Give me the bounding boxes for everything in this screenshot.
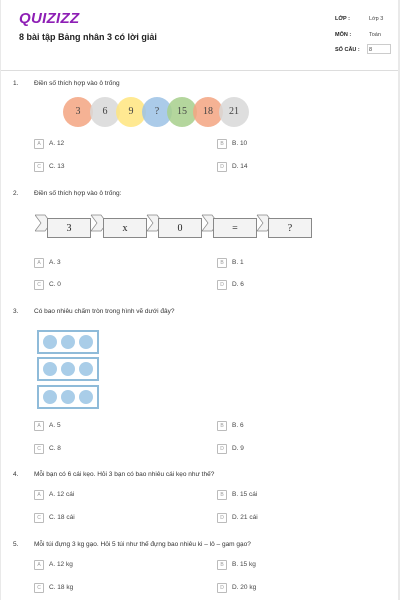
dot xyxy=(79,362,93,376)
option-letter: C xyxy=(34,444,44,454)
option-letter: C xyxy=(34,280,44,290)
option-letter: A xyxy=(34,139,44,149)
expression-cell: ? xyxy=(268,218,312,238)
meta-count-value: 8 xyxy=(369,47,373,53)
dot xyxy=(43,390,57,404)
option-text: D. 21 cái xyxy=(232,514,258,521)
option-text: A. 12 xyxy=(49,140,65,147)
question-1-text: Điền số thích hợp vào ô trống xyxy=(34,80,120,87)
option-text: A. 12 kg xyxy=(49,561,73,568)
meta-class-label: LỚP : xyxy=(335,16,350,22)
dot-group xyxy=(37,385,99,409)
worksheet-title: 8 bài tập Bảng nhân 3 có lời giải xyxy=(19,32,157,42)
option-letter: B xyxy=(217,258,227,268)
meta-class-value: Lớp 3 xyxy=(369,16,384,22)
dot xyxy=(61,335,75,349)
dot-group xyxy=(37,357,99,381)
sequence-circle: 18 xyxy=(193,97,223,127)
option-text: B. 15 kg xyxy=(232,561,256,568)
option-letter: D xyxy=(217,444,227,454)
option-letter: C xyxy=(34,583,44,593)
sequence-circle: 9 xyxy=(116,97,146,127)
header-divider xyxy=(1,70,398,71)
meta-subject-label: MÔN : xyxy=(335,32,352,38)
sequence-circle: ? xyxy=(142,97,172,127)
meta-subject-value: Toán xyxy=(369,32,381,38)
option-letter: D xyxy=(217,162,227,172)
option-letter: A xyxy=(34,560,44,570)
question-4-text: Mỗi bạn có 6 cái kẹo. Hỏi 3 bạn có bao nhiêu cái kẹo như thế? xyxy=(34,471,215,478)
option-letter: A xyxy=(34,490,44,500)
question-5-number: 5. xyxy=(13,541,19,548)
option-text: D. 9 xyxy=(232,445,244,452)
option-letter: D xyxy=(217,583,227,593)
dot-group xyxy=(37,330,99,354)
expression-cell: 0 xyxy=(158,218,202,238)
quizizz-logo: QUIZIZZ xyxy=(19,10,80,27)
sequence-circle: 21 xyxy=(219,97,249,127)
question-3-number: 3. xyxy=(13,308,19,315)
question-2-text: Điền số thích hợp vào ô trống: xyxy=(34,190,122,197)
question-5-text: Mỗi túi đựng 3 kg gạo. Hỏi 5 túi như thế đựng bao nhiêu ki – lô – gam gạo? xyxy=(34,541,251,548)
question-2-number: 2. xyxy=(13,190,19,197)
option-text: C. 0 xyxy=(49,281,61,288)
sequence-circle: 6 xyxy=(90,97,120,127)
option-text: C. 13 xyxy=(49,163,65,170)
sequence-circle: 15 xyxy=(167,97,197,127)
meta-count-label: SỐ CÂU : xyxy=(335,47,360,53)
option-letter: D xyxy=(217,513,227,523)
option-letter: A xyxy=(34,258,44,268)
dot xyxy=(61,390,75,404)
option-letter: C xyxy=(34,162,44,172)
question-3-text: Có bao nhiêu chấm tròn trong hình vẽ dưới đây? xyxy=(34,308,175,315)
dot xyxy=(79,335,93,349)
option-text: B. 6 xyxy=(232,422,244,429)
option-letter: B xyxy=(217,490,227,500)
option-letter: D xyxy=(217,280,227,290)
dot xyxy=(79,390,93,404)
expression-cell: = xyxy=(213,218,257,238)
option-text: C. 18 kg xyxy=(49,584,74,591)
dot xyxy=(43,335,57,349)
dot xyxy=(61,362,75,376)
option-text: C. 8 xyxy=(49,445,61,452)
option-text: A. 12 cái xyxy=(49,491,75,498)
option-letter: C xyxy=(34,513,44,523)
question-4-number: 4. xyxy=(13,471,19,478)
option-letter: B xyxy=(217,421,227,431)
option-text: A. 5 xyxy=(49,422,61,429)
option-letter: B xyxy=(217,139,227,149)
question-1-number: 1. xyxy=(13,80,19,87)
option-text: B. 10 xyxy=(232,140,248,147)
worksheet-header xyxy=(1,0,398,70)
option-letter: B xyxy=(217,560,227,570)
dot xyxy=(43,362,57,376)
option-text: A. 3 xyxy=(49,259,61,266)
sequence-circle: 3 xyxy=(63,97,93,127)
option-text: B. 1 xyxy=(232,259,244,266)
option-text: D. 6 xyxy=(232,281,244,288)
option-text: D. 14 xyxy=(232,163,248,170)
expression-cell: x xyxy=(103,218,147,238)
option-text: B. 15 cái xyxy=(232,491,258,498)
option-text: C. 18 cái xyxy=(49,514,75,521)
option-text: D. 20 kg xyxy=(232,584,257,591)
worksheet-page xyxy=(1,0,398,600)
option-letter: A xyxy=(34,421,44,431)
expression-cell: 3 xyxy=(47,218,91,238)
